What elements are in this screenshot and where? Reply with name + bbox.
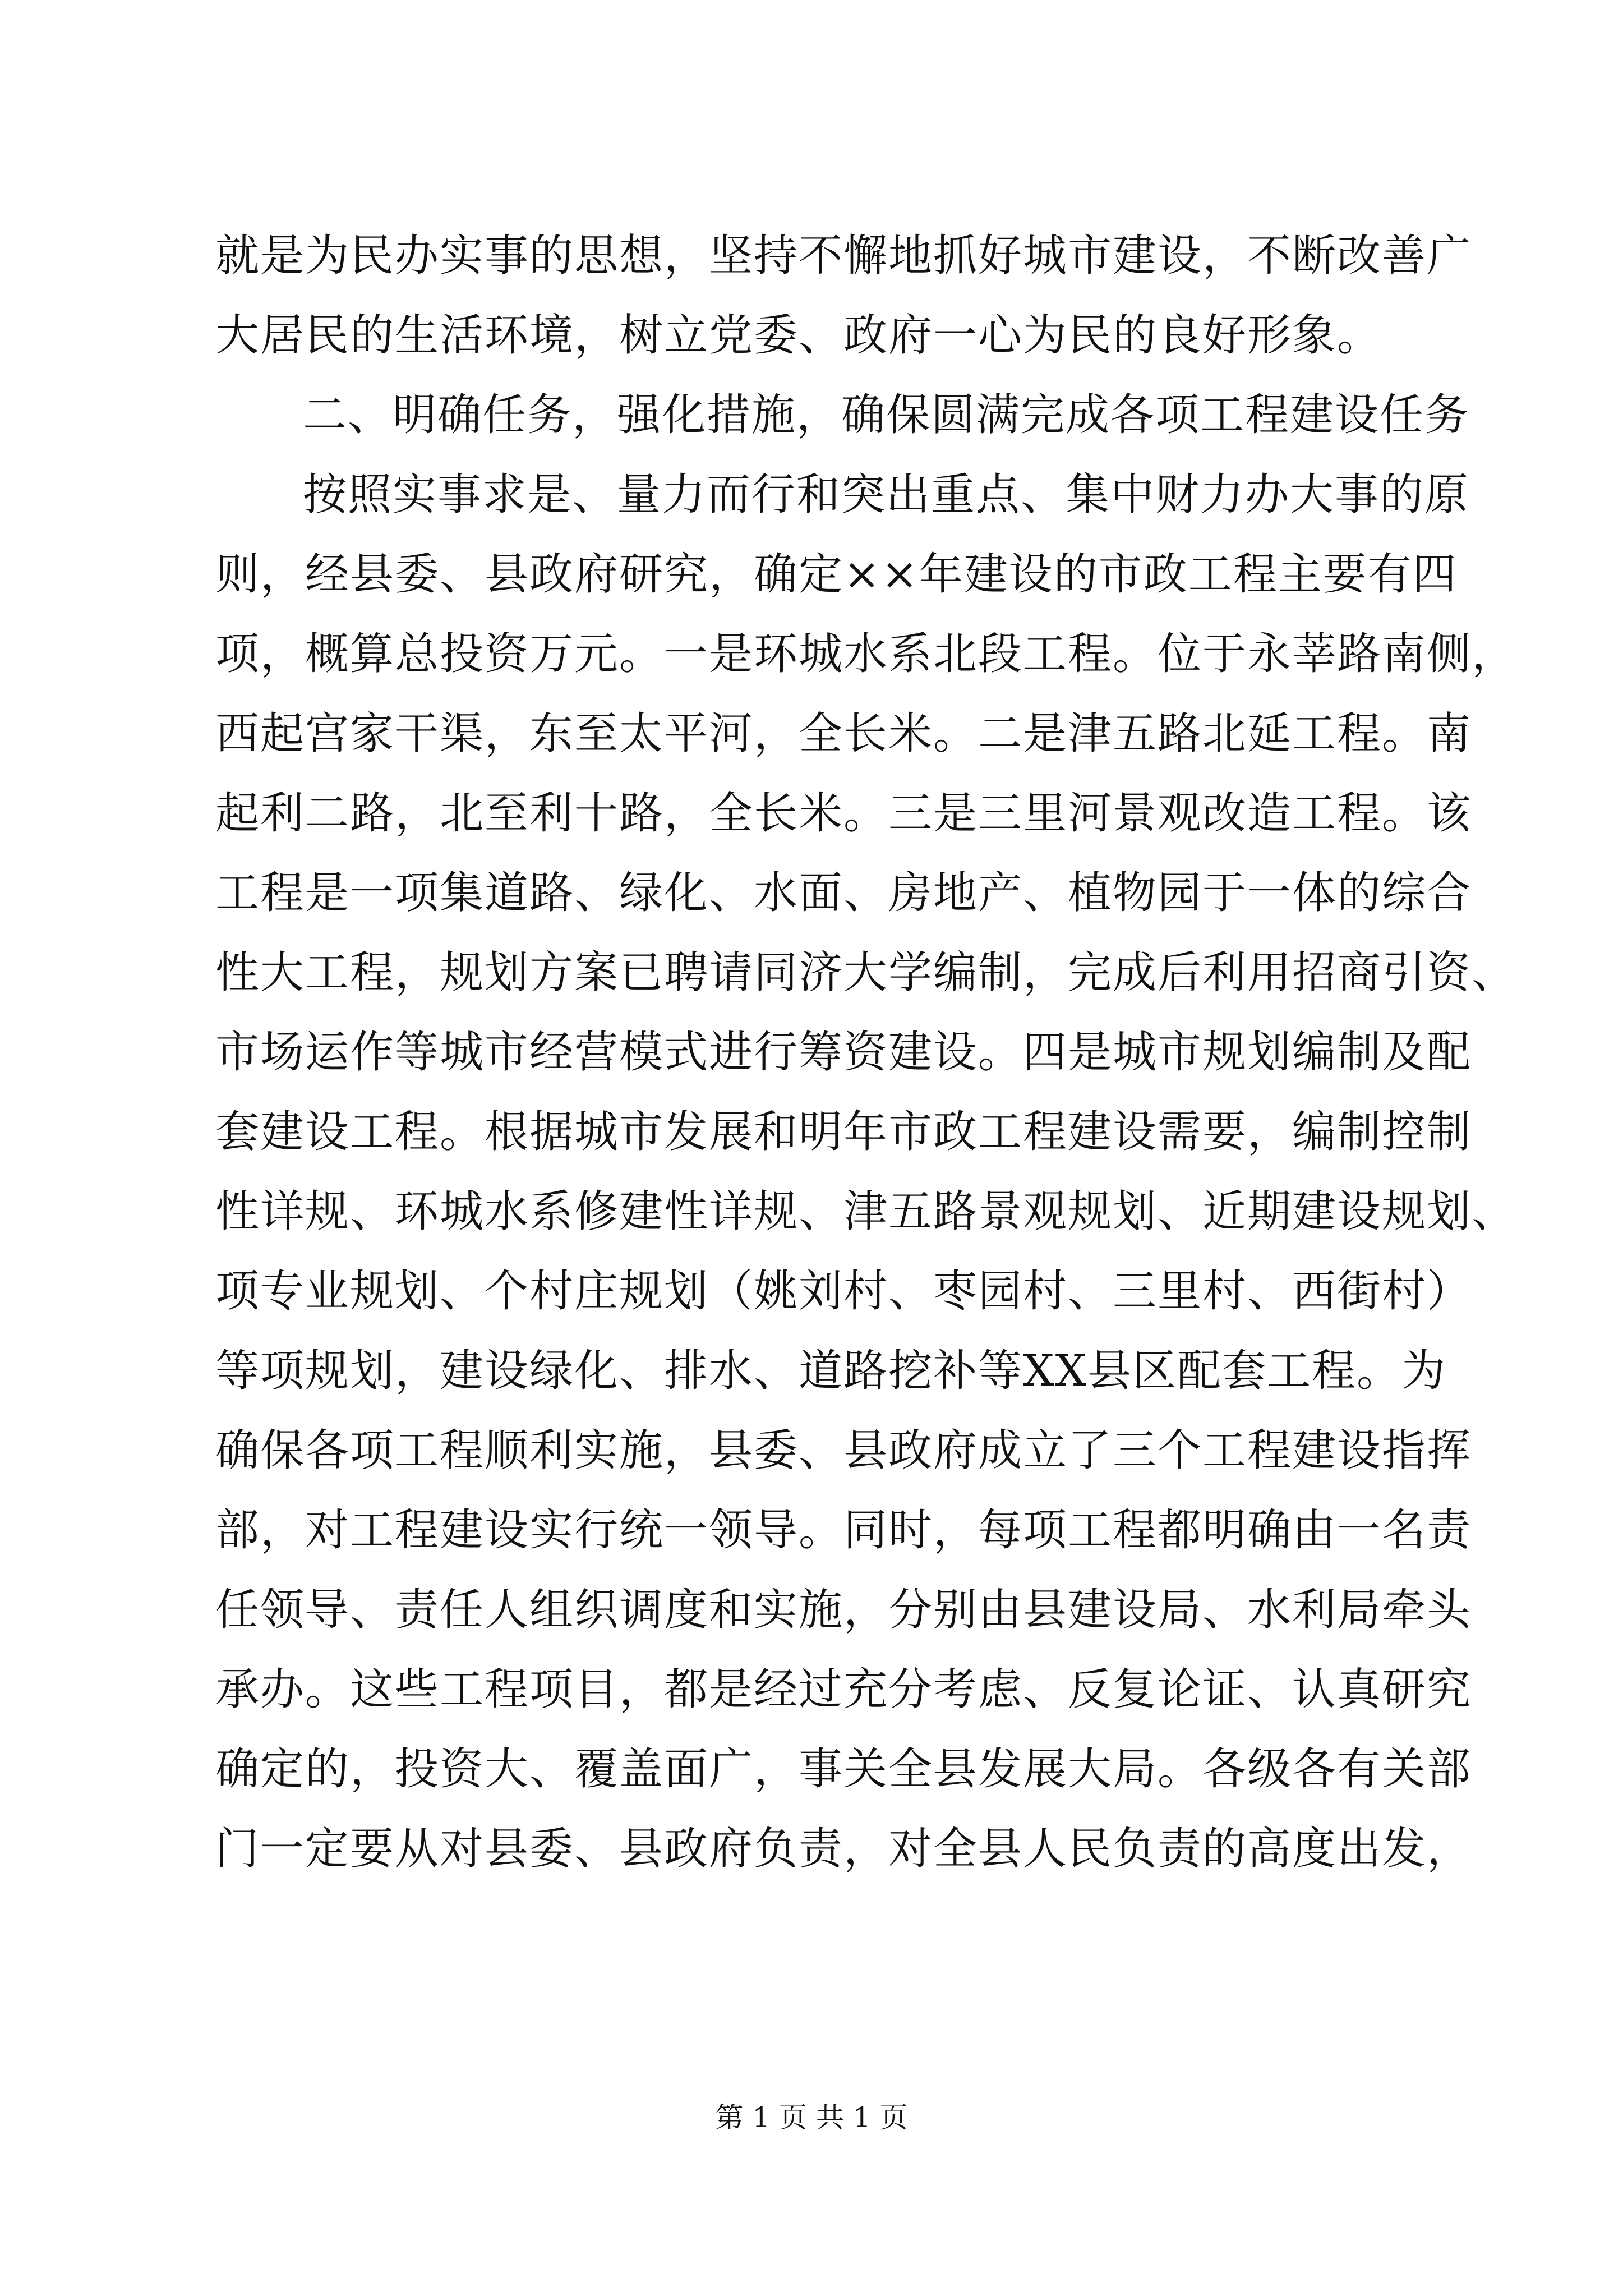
text-line: 确定的，投资大、覆盖面广，事关全县发展大局。各级各有关部 (215, 1744, 1472, 1795)
text-line: 起利二路，北至利十路，全长米。三是三里河景观改造工程。该 (215, 788, 1472, 839)
text-line: 则，经县委、县政府研究，确定××年建设的市政工程主要有四 (215, 549, 1458, 600)
text-line: 门一定要从对县委、县政府负责，对全县人民负责的高度出发， (215, 1824, 1472, 1874)
text-line: 任领导、责任人组织调度和实施，分别由县建设局、水利局牵头 (215, 1585, 1472, 1635)
text-line: 确保各项工程顺利实施，县委、县政府成立了三个工程建设指挥 (215, 1425, 1472, 1476)
section-heading: 二、明确任务，强化措施，确保圆满完成各项工程建设任务 (303, 390, 1470, 440)
text-line: 西起宫家干渠，东至太平河，全长米。二是津五路北延工程。南 (215, 708, 1472, 759)
text-line: 部，对工程建设实行统一领导。同时，每项工程都明确由一名责 (215, 1505, 1472, 1556)
body-text (215, 216, 1517, 1889)
text-line: 性详规、环城水系修建性详规、津五路景观规划、近期建设规划、 (215, 1186, 1517, 1237)
text-line: 套建设工程。根据城市发展和明年市政工程建设需要，编制控制 (215, 1107, 1472, 1157)
text-line: 就是为民办实事的思想，坚持不懈地抓好城市建设，不断改善广 (215, 231, 1472, 281)
text-line: 等项规划，建设绿化、排水、道路挖补等XX县区配套工程。为 (215, 1346, 1447, 1396)
text-line: 项，概算总投资万元。一是环城水系北段工程。位于永莘路南侧， (215, 629, 1517, 679)
text-line: 项专业规划、个村庄规划（姚刘村、枣园村、三里村、西街村） (215, 1266, 1472, 1317)
text-line: 大居民的生活环境，树立党委、政府一心为民的良好形象。 (215, 310, 1382, 361)
text-line: 承办。这些工程项目，都是经过充分考虑、反复论证、认真研究 (215, 1664, 1472, 1715)
text-line: 市场运作等城市经营模式进行筹资建设。四是城市规划编制及配 (215, 1027, 1472, 1078)
text-line: 按照实事求是、量力而行和突出重点、集中财力办大事的原 (303, 470, 1470, 520)
text-line: 性大工程，规划方案已聘请同济大学编制，完成后利用招商引资、 (215, 947, 1517, 998)
page-footer: 第 1 页 共 1 页 (715, 2101, 908, 2134)
text-line: 工程是一项集道路、绿化、水面、房地产、植物园于一体的综合 (215, 868, 1472, 918)
